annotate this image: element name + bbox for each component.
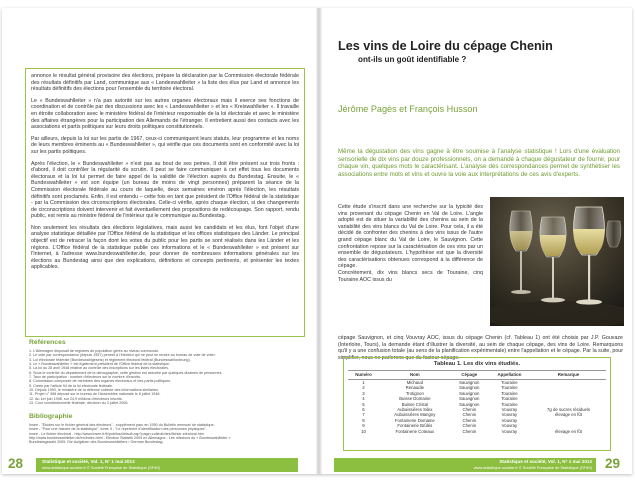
- table-cell: 3: [362, 390, 365, 396]
- table-cell: Aubuissières Marigny: [394, 412, 436, 418]
- boxed-paragraph: annonce le résultat général provisoire des élections, prépare la déclaration par la Commission électorale fédérale des résultats définitifs par Land, communique aux « Landeswahlleiter » la liste des élus par Land et annonce les résultats définitifs des élections pour l'ensemble du territoire électoral.: [31, 73, 299, 93]
- table-cell: 7: [362, 412, 365, 418]
- right-page-number: 29: [605, 456, 621, 471]
- table-cell: 7g de sucres résiduels: [547, 407, 590, 413]
- right-footer-subtitle: www.statistique-societe.fr © Société Française de Statistique (SFdS): [473, 465, 592, 470]
- bibliography-item: Insee - Le fichier électoral - http://www.insee.fr/fr/publics/default.asp?page=collectivites/fichier-electoral.htm: [29, 431, 204, 436]
- bibliography-item: Insee - "Études sur le fichier général des électeurs" - supplément paru en 1950 du Bulletin mensuel de statistique.: [29, 423, 215, 427]
- article-authors: Jérôme Pagès et François Husson: [338, 104, 478, 114]
- body-paragraph: Cette étude s'inscrit dans une recherche sur la typicité des vins provenant du cépage Chenin en Val de Loire. L'angle adopté est de situer la variabilité des chenins au sein de la variabilité des vins blancs du Val de Loire. Pour cela, il a été décidé de confronter des chenins à des vins issus de l'autre grand cépage blanc du Val de Loire, le Sauvignon. Cette confrontation repose sur la caractérisation de ces vins par un ensemble de dégustateurs. L'hypothèse est que la diversité des caractérisations obtenues correspond à la différence de cépage.: [338, 204, 483, 270]
- reference-item: 8. Commission composée de membres des organes électoraux et des partis politiques.: [29, 379, 172, 384]
- article-intro: Même la dégustation des vins gagne à être soumise à l'analyse statistique ! Lors d'une évaluation sensorielle de dix vins par douze professionnels, on a demandé à chaque dégustateur de fournir, pour chaque vin, quelques mots le caractérisant. L'analyse des correspondances permet de synthétiser les associations entre mots et vins et ouvre la voie aux interprétations de ces avis d'experts.: [338, 148, 620, 178]
- article-title: Les vins de Loire du cépage Chenin: [338, 39, 553, 53]
- body-paragraph: cépage Sauvignon, et cinq Vouvray AOC, issus du cépage Chenin (cf. Tableau 1) ont été choisis par J.P. Gouvaze (Interloire, Tours), la demande étant d'illustrer la diversité, au sein de chaque cépage, des vins de Loire. Remarquons qu'il y a une confusion totale (au sens de la planification expérimentale) entre l'appellation et le cépage. Par la suite, pour simplifier, nous ne parlerons que du facteur cépage.: [338, 335, 623, 361]
- boxed-paragraph: Après l'élection, le « Bundeswahlleiter » n'est pas au bout de ses peines. Il doit être présent sur trois fronts : d'abord, il doit contrôler la régularité du scrutin. Il peut se faire communiquer à cet effet tous les documents électoraux et la loi lui permet de faire appel de la validité de l'élection auprès du Bundestag. Ensuite, le « Bundeswahlleiter » est son équipe (un bureau de moins de vingt personnes) préparent la séance de la Commission électorale fédérale au cours de laquelle, deux semaines environ après l'élection, les résultats définitifs sont proclamés. Enfin, il est entendu – cette fois en tant que président de l'Office fédéral de la statistique - par la Commission des circonscriptions électorales. Celle-ci vérifie, après chaque élection, si des changements de circonscriptions doivent intervenir et fait éventuellement des propositions de redécoupage. Son rapport, rendu public, est remis au ministre fédéral de l'intérieur qui le communique au Bundestag.: [31, 160, 299, 220]
- table-cell: élevage en fût: [555, 428, 582, 434]
- table-header-cell: Appellation: [488, 371, 531, 380]
- boxed-paragraph: Le « Bundeswahlleiter » n'a pas autorité sur les autres organes électoraux mais il exerce ses fonctions de coordination et de contrôle par des discussions avec les « Landeswahlleiter » et les « Kreiswahlleiter ». Il travaille en étroite collaboration avec le ministère fédéral de l'intérieur responsable de la loi électorale et avec le ministère des affaires étrangères pour la participation des Allemands de l'étranger. Il entretient aussi des contacts avec les associations et partis politiques sur leurs droits politiques constitutionnels.: [31, 97, 299, 131]
- table-cell: Chenin: [462, 417, 477, 423]
- table-cell: Fontainerie Domaine: [394, 417, 435, 423]
- table-cell: 10: [361, 428, 366, 434]
- table-cell: 9: [362, 423, 365, 429]
- boxed-paragraph: Par ailleurs, depuis la loi sur les partis de 1967, ceux-ci communiquent leurs statuts, leur programme et les noms de leurs membres éminents au « Bundeswahlleiter », qui vérifie que ces documents sont en conformité avec la loi sur les partis politiques.: [31, 135, 299, 155]
- table-cell: Buisse Domaine: [399, 396, 431, 402]
- body-column: [338, 204, 483, 283]
- left-page: [2, 8, 318, 474]
- right-footer-title: Statistique et société, Vol. 1, N° 1 mai 2013: [499, 459, 592, 464]
- table-cell: Renaudie: [405, 385, 425, 391]
- wine-glasses-photo: [490, 197, 624, 326]
- table-header-row: [348, 371, 606, 380]
- table-cell: élevage en fût: [555, 412, 582, 418]
- table-cell: Vouvray: [501, 407, 518, 413]
- reference-item: 3. Loi électorale fédérale (Bundeswahlgesetz) et règlement électoral fédéral (Bundeswahlordnung).: [29, 357, 191, 362]
- table-cell: Touraine: [501, 401, 518, 407]
- table-header-cell: Remarque: [531, 371, 606, 380]
- reference-item: 10. Depuis 1993, le ministère de la défense collecte des informations similaires.: [29, 388, 159, 393]
- reference-item: 11. Projet n° 958 déposé sur le bureau de l'Assemblée nationale le 8 juillet 1948.: [29, 392, 161, 397]
- table-row: [348, 429, 606, 434]
- table-cell: Touraine: [501, 385, 518, 391]
- table-cell: Chenin: [462, 428, 477, 434]
- reference-item: 13. Cour constitutionnelle fédérale, décision du 3 juillet 2008.: [29, 401, 129, 406]
- right-page: [322, 8, 632, 474]
- table-cell: 6: [362, 407, 365, 413]
- reference-item: 5. La loi du 28 avril 1948 relative au contrôle des inscriptions sur les listes électorales.: [29, 366, 169, 371]
- table-cell: Chenin: [462, 412, 477, 418]
- wines-table: [348, 370, 606, 434]
- magazine-spread: [2, 8, 632, 474]
- bibliography-item: Bundestagswahl 2005. Die Aufgaben des Bundeswahlleiters / German Bundestag.: [29, 440, 164, 445]
- table-cell: Vouvray: [501, 423, 518, 429]
- body-paragraph: Concrètement, dix vins blancs secs de Touraine, cinq Touraine AOC issus du: [338, 269, 483, 283]
- reference-item: 2. Le vote par correspondance (depuis 1957) permet à l'électeur qui ne peut se rendre au bureau de vote de voter.: [29, 353, 216, 358]
- table-cell: Sauvignon: [459, 390, 480, 396]
- reference-item: 4. Le « Bundeswahlleiter » est également président de l'Office fédéral de la statistique.: [29, 362, 171, 367]
- boxed-paragraph: Non seulement les résultats des élections législatives, mais aussi les candidats et les élus, font l'objet d'une analyse statistique détaillée par l'Office fédéral de la statistique et les offices statistiques des Länder. Le principal objectif est de retracer la façon dont les votes du public pour les partis se sont réalisés dans les Länder et les régions. L'Office fédéral de la statistique publie ces informations et le « Bundeswahlleiter » est présent sur l'Internet, à l'adresse www.bundeswahlleiter.de, pour donner de nombreuses informations générales sur les élections au Bundestag ainsi que des explications, définitions et concepts pertinents, et présenter les textes applicables.: [31, 224, 299, 271]
- article-subtitle: ont-ils un goût identifiable ?: [358, 55, 467, 64]
- table-title: Tableau 1. Les dix vins étudiés.: [433, 361, 521, 367]
- table-cell: 1: [362, 380, 365, 385]
- references-list: [29, 349, 301, 405]
- left-footer-title: Statistique et société, Vol. 1, N° 1 mai 2013: [42, 459, 135, 464]
- references-heading: Références: [29, 339, 66, 346]
- table-cell: Buisse Cristal: [401, 401, 428, 407]
- table-cell: Touraine: [501, 380, 518, 385]
- bibliography-list: [29, 423, 301, 445]
- table-cell: Vouvray: [501, 417, 518, 423]
- table-cell: Aubuissières Silex: [397, 407, 433, 413]
- table-cell: Michaud: [406, 380, 423, 385]
- wine-glasses-illustration: [490, 197, 624, 326]
- table-cell: Touraine: [501, 390, 518, 396]
- table-header-cell: Numéro: [348, 371, 379, 380]
- table-cell: Fontainerie Coteaux: [395, 428, 435, 434]
- table-cell: Sauvignon: [459, 401, 480, 407]
- table-header-cell: Cépage: [451, 371, 488, 380]
- reference-item: 7. Taux de participation : nombre d'électeurs sur le nombre d'inscrits.: [29, 375, 142, 380]
- table-cell: Vouvray: [501, 412, 518, 418]
- reference-item: 1. L'Allemagne disposait de registres de population gérés au niveau communal.: [29, 349, 159, 353]
- table-cell: Vouvray: [501, 428, 518, 434]
- reference-item: 6. Sous le contrôle du département de la démographie, cette gestion est assurée par quelques dizaines de personnes.: [29, 370, 223, 375]
- bibliography-item: http://www.bundeswahlleiter.de/en/index.html - Election Statistik 2009 en Allemagne - Les missions du « Bundeswahlleiter »: [29, 436, 231, 441]
- bibliography-heading: Bibliographie: [29, 413, 73, 420]
- table-cell: Sauvignon: [459, 385, 480, 391]
- table-cell: 2: [362, 385, 365, 391]
- reference-item: 9. Créée par l'article 54 de la loi électorale fédérale.: [29, 383, 114, 388]
- table-cell: Sauvignon: [459, 396, 480, 402]
- table-cell: Chenin: [462, 423, 477, 429]
- table-cell: Touraine: [501, 396, 518, 402]
- left-footer-subtitle: www.statistique-societe.fr © Société Française de Statistique (SFdS): [42, 465, 161, 470]
- table-cell: Sauvignon: [459, 380, 480, 385]
- reference-item: 12. Au 1er juin 1998, sur 24,9 millions d'électeurs inscrits.: [29, 396, 123, 401]
- table-cell: 4: [362, 396, 365, 402]
- table-cell: Trotignon: [405, 390, 424, 396]
- wine-table-frame: [343, 357, 611, 451]
- bibliography-item: Insee - "Pour une histoire de la statistique", tome II - "Le répertoire d'identification des personnes physiques".: [29, 427, 207, 432]
- left-page-number: 28: [8, 456, 24, 471]
- table-header-cell: Nom: [379, 371, 451, 380]
- boxed-text-frame: [25, 68, 305, 337]
- table-cell: Chenin: [462, 407, 477, 413]
- table-cell: Fontainerie Brûlés: [397, 423, 433, 429]
- table-cell: 8: [362, 417, 365, 423]
- table-cell: 5: [362, 401, 365, 407]
